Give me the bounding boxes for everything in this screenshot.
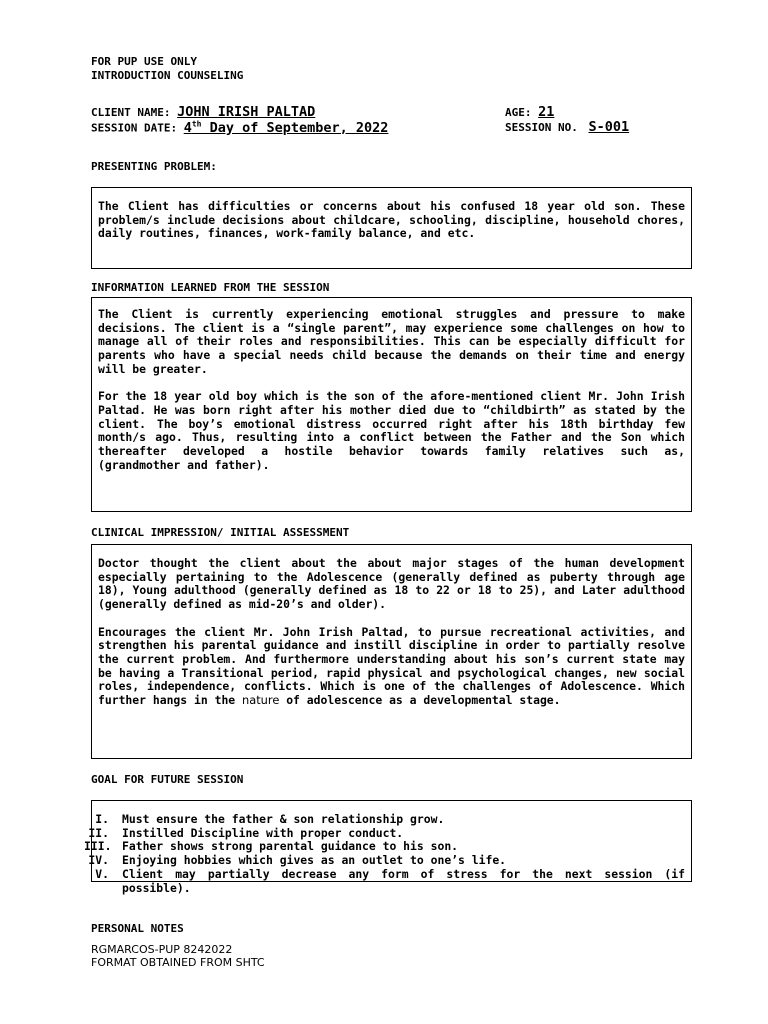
age-label: AGE: <box>505 106 532 119</box>
age-row <box>505 104 554 120</box>
session-date-value: 4th Day of September, 2022 <box>183 119 389 136</box>
goal-item <box>88 825 685 841</box>
presenting-problem-title: PRESENTING PROBLEM: <box>91 160 217 173</box>
goal-text: Must ensure the father & son relationship grow. <box>122 812 445 826</box>
goals-title: GOAL FOR FUTURE SESSION <box>91 773 244 786</box>
presenting-problem-text: The Client has difficulties or concerns about his confused 18 year old son. These problem/s include decisions about childcare, schooling, discipline, household chores, daily routines, finances, work-family balance, and etc. <box>98 199 685 241</box>
goal-number: V. <box>95 866 109 881</box>
goal-text: Enjoying hobbies which gives as an outlet to one’s life. <box>122 853 507 868</box>
client-name-label: CLIENT NAME: <box>91 106 171 119</box>
personal-notes-title: PERSONAL NOTES <box>91 922 184 935</box>
goal-text: Father shows strong parental guidance to his son. <box>122 839 459 854</box>
header-line-1: FOR PUP USE ONLY <box>91 55 197 68</box>
footer-line-1: RGMARCOS-PUP 8242022 <box>91 943 233 956</box>
presenting-problem-box <box>91 187 692 269</box>
goal-item <box>88 853 685 868</box>
goal-number: I. <box>95 812 109 826</box>
goal-item <box>95 866 685 895</box>
session-date-row <box>91 119 388 136</box>
session-no-label: SESSION NO. <box>505 121 578 134</box>
footer <box>91 943 265 969</box>
information-paragraph-1: The Client is currently experiencing emotional struggles and pressure to make decisions. The client is a “single parent”, may experience some challenges on how to manage all of their roles and responsibilities. This can be especially difficult for parents who have a special needs child because the demands on their time and energy will be greater. <box>98 307 685 376</box>
clinical-box <box>91 544 692 759</box>
clinical-title: CLINICAL IMPRESSION/ INITIAL ASSESSMENT <box>91 526 350 539</box>
information-paragraph-2: For the 18 year old boy which is the son of the afore-mentioned client Mr. John Irish Paltad. He was born right after his mother died due to “childbirth” as stated by the client. The boy’s emotional distress occurred right after his 18th birthday few month/s ago. Thus, resulting into a conflict between the Father and the Son which thereafter developed a hostile behavior towards family relatives such as, (grandmother and father). <box>98 389 685 472</box>
goal-number: II. <box>88 825 109 840</box>
goals-box <box>84 800 692 895</box>
session-date-label: SESSION DATE: <box>91 121 178 135</box>
information-box <box>91 297 692 512</box>
goal-number: IV. <box>88 853 109 868</box>
client-name-value: JOHN IRISH PALTAD <box>177 104 316 120</box>
clinical-paragraph-1: Doctor thought the client about the about major stages of the human development especially pertaining to the Adolescence (generally defined as puberty through age 18), Young adulthood (generally defined as 18 to 22 or 18 to 25), and Later adulthood (generally defined as mid-20’s and older). <box>98 556 685 612</box>
information-title: INFORMATION LEARNED FROM THE SESSION <box>91 281 330 294</box>
session-no-value: S-001 <box>588 119 630 135</box>
goal-text: Client may partially decrease any form of stress for the next session (if possible). <box>122 866 685 895</box>
form-header <box>91 55 243 83</box>
goal-item <box>84 839 685 854</box>
clinical-paragraph-2: Encourages the client Mr. John Irish Paltad, to pursue recreational activities, and strengthen his parental guidance and instill discipline in order to partially resolve the current problem. And furthermore understanding about his son’s current state may be having a Transitional period, rapid physical and psychological changes, new social roles, independence, conflicts. Which is one of the challenges of Adolescence. Which further hangs in the nature of adolescence as a developmental stage. <box>98 624 685 708</box>
goal-number: III. <box>84 839 112 854</box>
client-name-row <box>91 104 315 120</box>
session-no-row <box>505 119 629 135</box>
footer-line-2: FORMAT OBTAINED FROM SHTC <box>91 956 265 969</box>
goals-list <box>84 812 685 895</box>
age-value: 21 <box>538 104 555 120</box>
header-line-2: INTRODUCTION COUNSELING <box>91 69 244 82</box>
goal-text: Instilled Discipline with proper conduct. <box>122 825 404 840</box>
goal-item <box>95 812 685 827</box>
